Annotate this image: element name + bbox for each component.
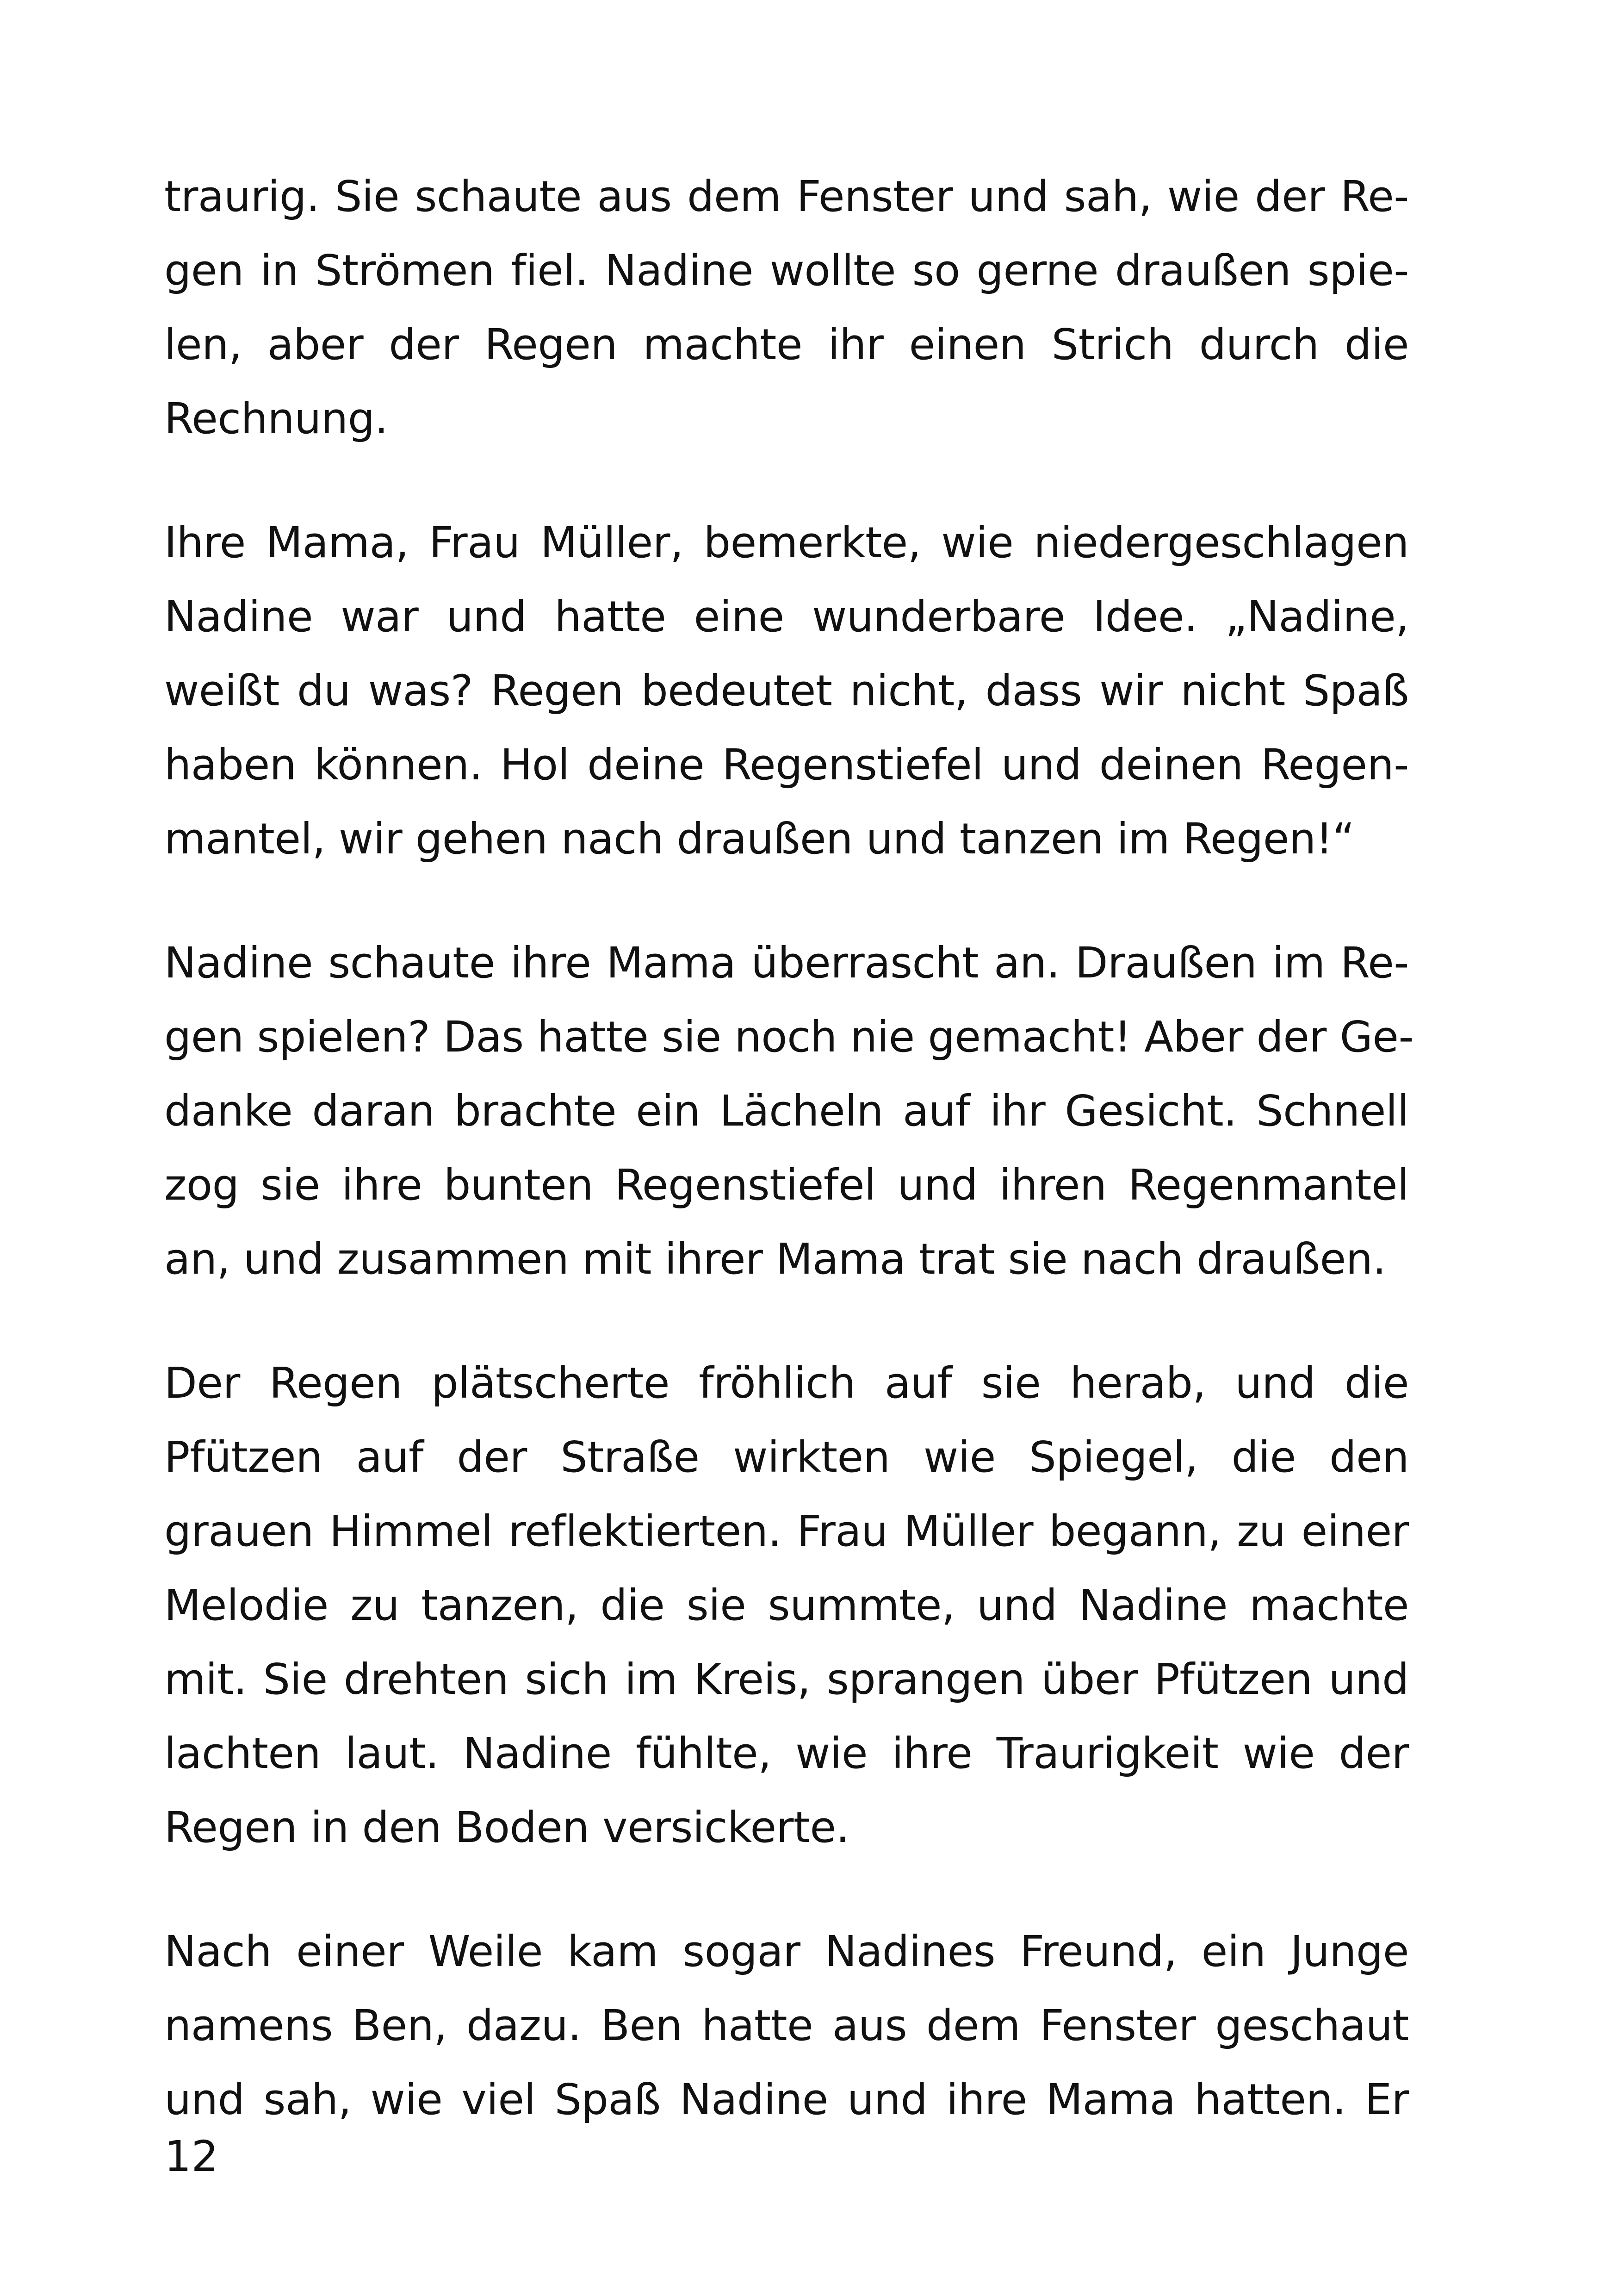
text-line: lachten laut. Nadine fühlte, wie ihre Traurigkeit wie der (164, 1729, 1409, 1778)
text-line: Melodie zu tanzen, die sie summte, und Nadine machte (164, 1580, 1409, 1630)
text-line: Rechnung. (164, 394, 388, 443)
text-line: haben können. Hol deine Regenstiefel und deinen Regen- (164, 740, 1409, 790)
text-line: danke daran brachte ein Lächeln auf ihr Gesicht. Schnell (164, 1086, 1409, 1136)
text-line: Nadine war und hatte eine wunderbare Idee. „Nadine, (164, 592, 1409, 641)
text-line: gen spielen? Das hatte sie noch nie gemacht! Aber der Ge- (164, 1012, 1414, 1062)
text-line: len, aber der Regen machte ihr einen Strich durch die (164, 320, 1409, 369)
text-line: Der Regen plätscherte fröhlich auf sie herab, und die (164, 1358, 1409, 1408)
paragraph (164, 1346, 1409, 1865)
text-line: grauen Himmel reflektierten. Frau Müller begann, zu einer (164, 1506, 1409, 1556)
text-line: und sah, wie viel Spaß Nadine und ihre Mama hatten. Er (164, 2075, 1409, 2124)
paragraph (164, 1915, 1409, 2137)
text-line: traurig. Sie schaute aus dem Fenster und sah, wie der Re- (164, 172, 1409, 221)
paragraph (164, 160, 1409, 456)
body-text (164, 160, 1414, 2187)
paragraph (164, 506, 1409, 876)
text-line: namens Ben, dazu. Ben hatte aus dem Fenster geschaut (164, 2001, 1409, 2050)
text-line: an, und zusammen mit ihrer Mama trat sie nach draußen. (164, 1234, 1386, 1284)
text-line: Nach einer Weile kam sogar Nadines Freund, ein Junge (164, 1927, 1409, 1976)
text-line: Pfützen auf der Straße wirkten wie Spiegel, die den (164, 1432, 1409, 1482)
paragraph (164, 926, 1414, 1296)
page-number: 12 (164, 2132, 219, 2181)
text-line: Ihre Mama, Frau Müller, bemerkte, wie niedergeschlagen (164, 518, 1409, 567)
text-line: weißt du was? Regen bedeutet nicht, dass wir nicht Spaß (164, 666, 1409, 716)
text-line: mantel, wir gehen nach draußen und tanzen im Regen!“ (164, 814, 1355, 864)
text-line: Regen in den Boden versickerte. (164, 1803, 849, 1852)
text-line: mit. Sie drehten sich im Kreis, sprangen über Pfützen und (164, 1655, 1409, 1704)
text-line: gen in Strömen fiel. Nadine wollte so gerne draußen spie- (164, 246, 1409, 295)
text-line: zog sie ihre bunten Regenstiefel und ihren Regenmantel (164, 1160, 1409, 1210)
text-line: Nadine schaute ihre Mama überrascht an. Draußen im Re- (164, 938, 1409, 988)
